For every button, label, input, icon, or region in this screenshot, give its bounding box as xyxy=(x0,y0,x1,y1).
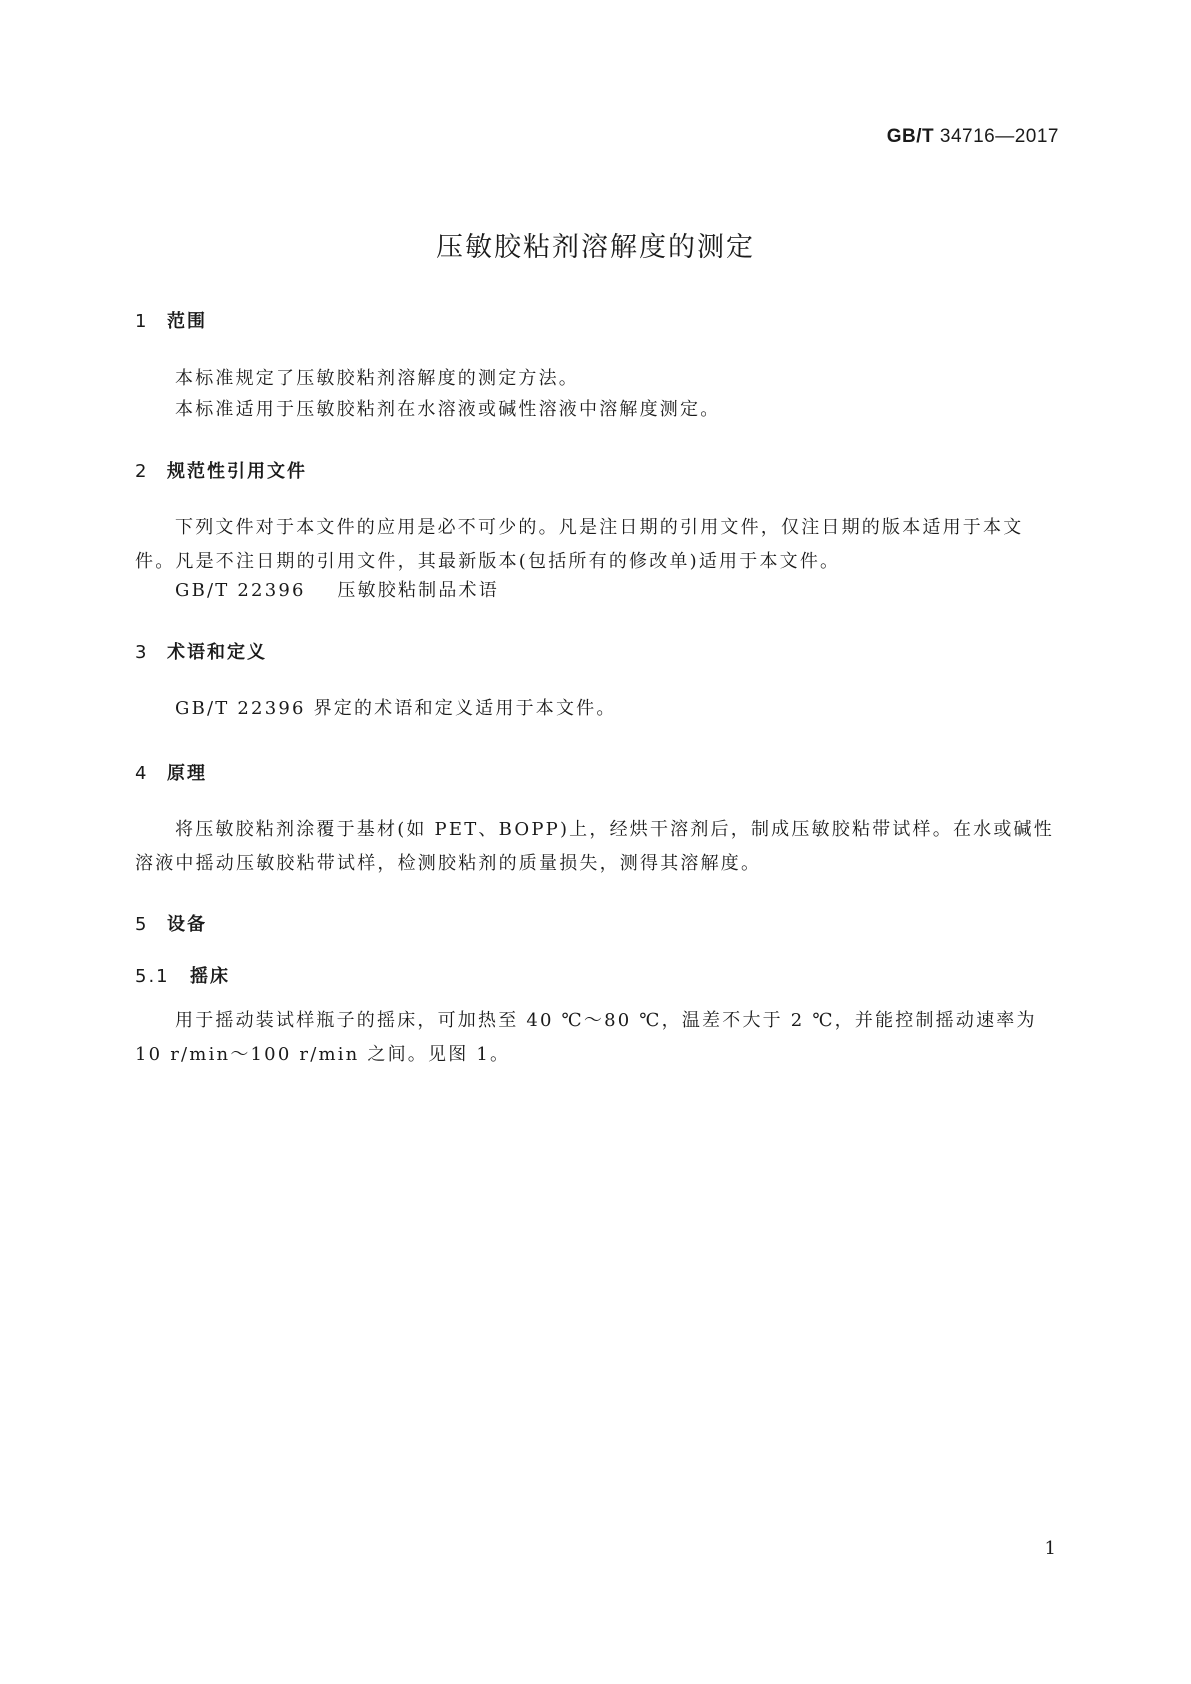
section-2-heading xyxy=(135,457,307,483)
standard-prefix: GB/T xyxy=(886,126,935,147)
paragraph-line: 10 r/min～100 r/min 之间。见图 1。 xyxy=(135,1044,511,1065)
section-4-heading xyxy=(135,759,207,785)
section-5-heading xyxy=(135,910,207,936)
reference-title: 压敏胶粘制品术语 xyxy=(337,580,499,601)
section-1-paragraph-1: 本标准规定了压敏胶粘剂溶解度的测定方法。 xyxy=(175,368,579,389)
paragraph-line: 件。凡是不注日期的引用文件，其最新版本(包括所有的修改单)适用于本文件。 xyxy=(135,551,841,572)
section-title: 设备 xyxy=(167,914,207,935)
subsection-title: 摇床 xyxy=(190,966,230,987)
paragraph-line: 用于摇动装试样瓶子的摇床，可加热至 40 ℃～80 ℃，温差不大于 2 ℃，并能控制摇动速率为 xyxy=(175,1010,1037,1031)
section-number: 3 xyxy=(135,642,149,663)
subsection-5-1-paragraph-1 xyxy=(135,1004,1057,1072)
section-2-paragraph-1 xyxy=(135,511,1057,579)
document-title: 压敏胶粘剂溶解度的测定 xyxy=(436,232,755,263)
paragraph-line: 下列文件对于本文件的应用是必不可少的。凡是注日期的引用文件，仅注日期的版本适用于本文 xyxy=(175,517,1024,538)
section-title: 范围 xyxy=(167,311,207,332)
section-title: 原理 xyxy=(167,763,207,784)
section-4-paragraph-1 xyxy=(135,813,1057,881)
section-title: 术语和定义 xyxy=(167,642,267,663)
standard-number xyxy=(887,126,1059,148)
normative-reference xyxy=(135,574,1057,608)
standard-code: 34716—2017 xyxy=(939,126,1059,147)
section-title: 规范性引用文件 xyxy=(167,461,307,482)
page-number: 1 xyxy=(1044,1538,1056,1559)
paragraph-line: 将压敏胶粘剂涂覆于基材(如 PET、BOPP)上，经烘干溶剂后，制成压敏胶粘带试样。在水或碱性 xyxy=(175,819,1054,840)
section-number: 1 xyxy=(135,311,149,332)
subsection-5-1-heading xyxy=(135,962,230,988)
reference-code: GB/T 22396 xyxy=(175,580,306,601)
section-3-paragraph-1: GB/T 22396 界定的术语和定义适用于本文件。 xyxy=(175,698,617,719)
section-1-heading xyxy=(135,307,207,333)
section-number: 4 xyxy=(135,763,149,784)
section-3-heading xyxy=(135,638,267,664)
section-1-paragraph-2: 本标准适用于压敏胶粘剂在水溶液或碱性溶液中溶解度测定。 xyxy=(175,399,721,420)
section-number: 5 xyxy=(135,914,149,935)
section-number: 2 xyxy=(135,461,149,482)
subsection-number: 5.1 xyxy=(135,966,170,987)
paragraph-line: 溶液中摇动压敏胶粘带试样，检测胶粘剂的质量损失，测得其溶解度。 xyxy=(135,853,762,874)
